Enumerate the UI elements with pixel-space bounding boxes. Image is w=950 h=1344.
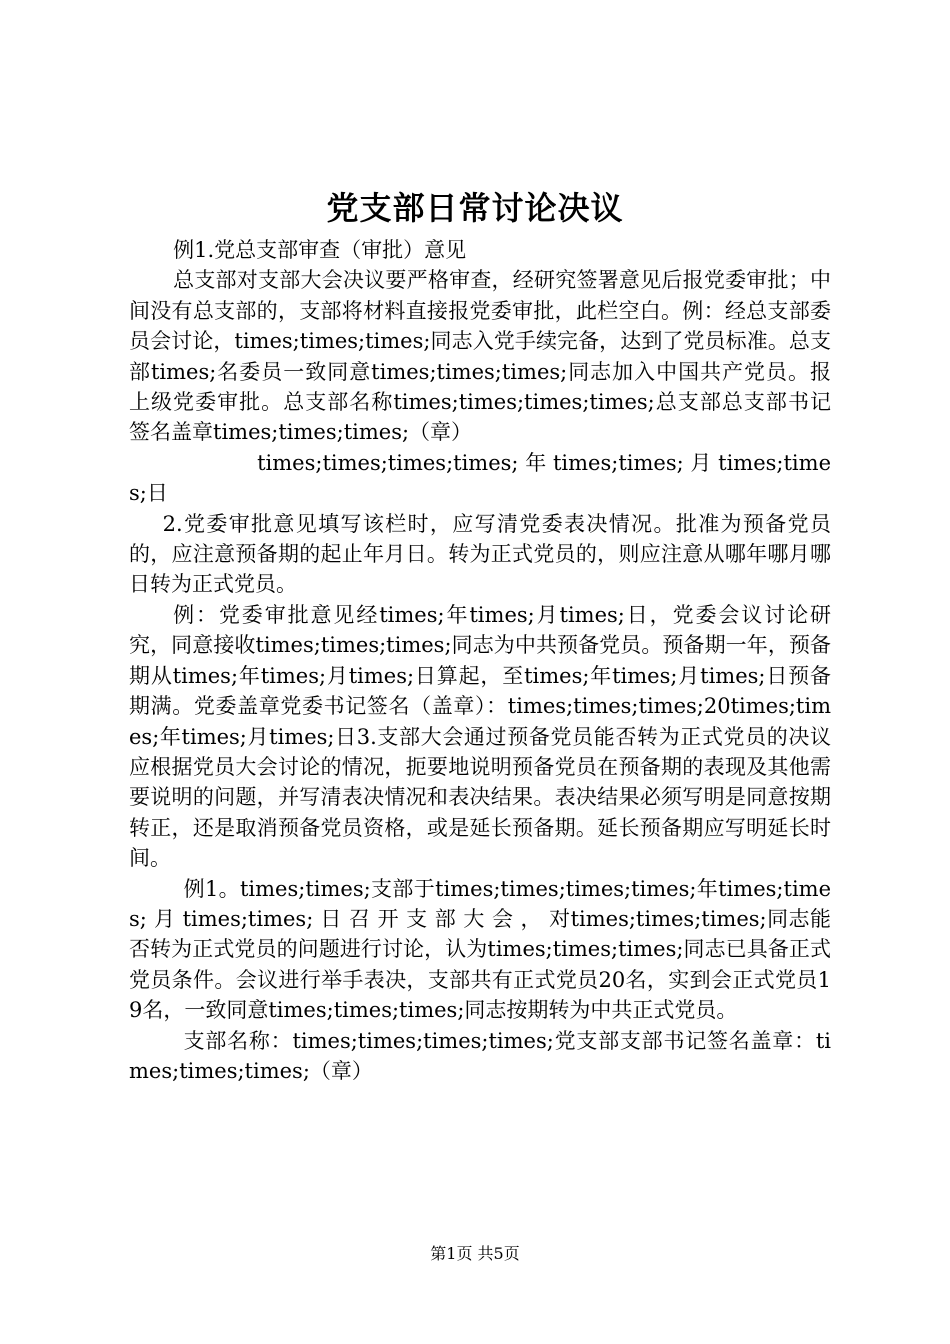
paragraph-party-committee-approval: 2.党委审批意见填写该栏时，应写清党委表决情况。批准为预备党员的，应注意预备期的起止年月日。转为正式党员的，则应注意从哪年哪月哪日转为正式党员。: [129, 511, 831, 597]
paragraph-date-line: times;times;times;times; 年 times;times; 月 times;times;日: [129, 450, 831, 506]
document-body: [129, 235, 831, 1086]
paragraph-general-branch-review: 总支部对支部大会决议要严格审查，经研究签署意见后报党委审批；中间没有总支部的，支部将材料直接报党委审批，此栏空白。例：经总支部委员会讨论，times;times;times;同志入党手续完备，达到了党员标准。总支部times;名委员一致同意times;times;times;同志加入中国共产党员。报上级党委审批。总支部名称times;times;times;times;总支部总支部书记签名盖章times;times;times;（章）: [129, 268, 831, 445]
paragraph-branch-signature: 支部名称：times;times;times;times;党支部支部书记签名盖章：times;times;times;（章）: [129, 1028, 831, 1083]
page-number-footer: 第1页 共5页: [430, 1244, 520, 1263]
paragraph-approval-example: 例：党委审批意见经times;年times;月times;日，党委会议讨论研究，同意接收times;times;times;同志为中共预备党员。预备期一年，预备期从times;年times;月times;日算起，至times;年times;月times;日预备期满。党委盖章党委书记签名（盖章）：times;times;times;20times;times;年times;月times;日3.支部大会通过预备党员能否转为正式党员的决议应根据党员大会讨论的情况，扼要地说明预备党员在预备期的表现及其他需要说明的问题，并写清表决情况和表决结果。表决结果必须写明是同意按期转正，还是取消预备党员资格，或是延长预备期。延长预备期应写明延长时间。: [129, 602, 831, 871]
paragraph-example-heading: 例1.党总支部审查（审批）意见: [173, 238, 467, 262]
document-title: 党支部日常讨论决议: [326, 189, 624, 227]
paragraph-branch-meeting-example: 例1。times;times;支部于times;times;times;times;年times;times; 月 times;times; 日 召 开 支 部 大 会 ， 对times;times;times;同志能否转为正式党员的问题进行讨论，认为times;times;times;同志已具备正式党员条件。会议进行举手表决，支部共有正式党员20名，实到会正式党员19名，一致同意times;times;times;同志按期转为中共正式党员。: [129, 876, 831, 1023]
